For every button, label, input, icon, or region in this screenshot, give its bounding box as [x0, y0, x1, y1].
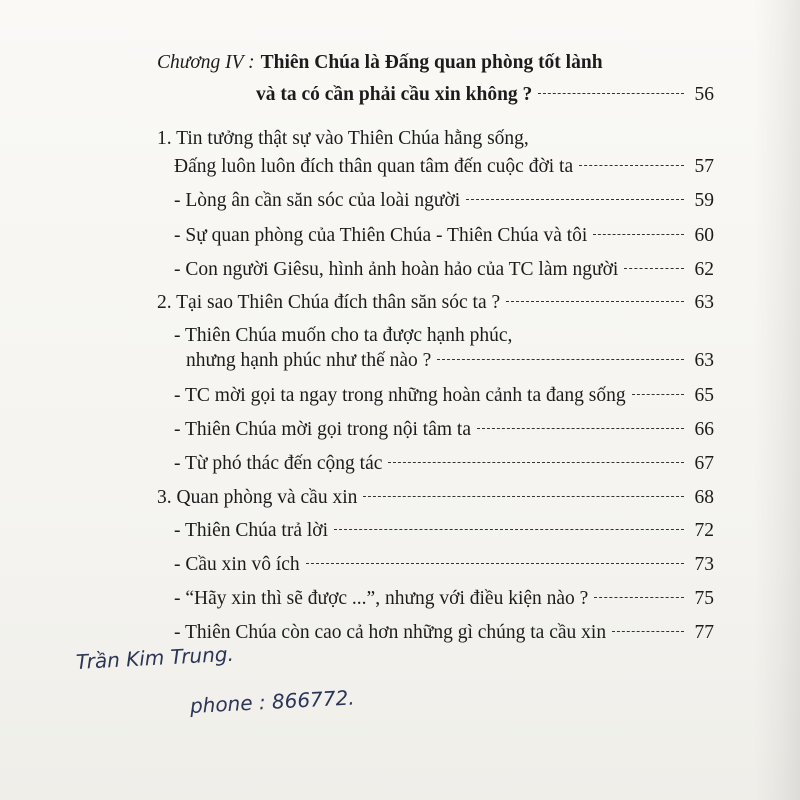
chapter-title-line1: Thiên Chúa là Đấng quan phòng tốt lành: [260, 52, 603, 73]
page-number: 56: [694, 84, 714, 105]
toc-entry-text: - TC mời gọi ta ngay trong những hoàn cảnh ta đang sống: [174, 385, 626, 406]
page-number: 67: [694, 453, 714, 474]
toc-entry-text: - Cầu xin vô ích: [174, 554, 300, 575]
chapter-label: Chương IV :: [157, 52, 255, 73]
page-number: 68: [694, 487, 714, 508]
dot-leader: [632, 394, 684, 395]
page-number: 63: [694, 292, 714, 313]
toc-entry-section-2: [157, 292, 714, 314]
dot-leader: [624, 268, 684, 269]
page-number: 77: [694, 622, 714, 643]
chapter-title-line2: và ta có cần phải cầu xin không ?: [256, 84, 533, 105]
dot-leader: [594, 597, 684, 598]
page-number: 59: [694, 190, 714, 211]
dot-leader: [538, 93, 684, 94]
page-number: 57: [694, 156, 714, 177]
toc-entry-2d: [174, 453, 714, 475]
page-number: 60: [694, 225, 714, 246]
toc-entry-3b: [174, 554, 714, 576]
toc-entry-text: nhưng hạnh phúc như thế nào ?: [186, 350, 432, 371]
toc-entry-text: - Thiên Chúa trả lời: [174, 520, 329, 541]
toc-entry-3c: [174, 588, 714, 610]
toc-entry-2c: [174, 419, 714, 441]
toc-entry-section-1: [174, 156, 714, 178]
toc-entry-text: - Lòng ân cần săn sóc của loài người: [174, 190, 461, 211]
toc-entry-1a: [174, 190, 714, 212]
page-number: 75: [694, 588, 714, 609]
dot-leader: [612, 631, 684, 632]
page-number: 72: [694, 520, 714, 541]
chapter-heading-line1: [157, 52, 603, 74]
toc-entry-section-3: [157, 487, 714, 509]
dot-leader: [477, 428, 684, 429]
section-1-line2: Đấng luôn luôn đích thân quan tâm đến cuộc đời ta: [174, 156, 574, 177]
toc-entry-3a: [174, 520, 714, 542]
page-number: 65: [694, 385, 714, 406]
toc-entry-text: - Từ phó thác đến cộng tác: [174, 453, 383, 474]
page-number: 62: [694, 259, 714, 280]
toc-entry-2b: [174, 385, 714, 407]
handwritten-phone: phone : 866772.: [189, 685, 356, 718]
page-number: 73: [694, 554, 714, 575]
page-number: 66: [694, 419, 714, 440]
toc-entry-text: - Thiên Chúa còn cao cả hơn những gì chúng ta cầu xin: [174, 622, 607, 643]
toc-entry-2a-line1: - Thiên Chúa muốn cho ta được hạnh phúc,: [174, 325, 513, 346]
dot-leader: [363, 496, 684, 497]
section-3-title: 3. Quan phòng và cầu xin: [157, 487, 358, 508]
handwritten-name: Trần Kim Trung.: [75, 641, 235, 674]
page-number: 63: [694, 350, 714, 371]
toc-entry-1b: [174, 225, 714, 247]
toc-entry-text: - “Hãy xin thì sẽ được ...”, nhưng với điều kiện nào ?: [174, 588, 589, 609]
toc-entry-1c: [174, 259, 714, 281]
dot-leader: [388, 462, 684, 463]
dot-leader: [306, 563, 684, 564]
dot-leader: [593, 234, 684, 235]
dot-leader: [579, 165, 684, 166]
section-1-line1: 1. Tin tưởng thật sự vào Thiên Chúa hằng sống,: [157, 128, 529, 149]
toc-entry-chapter: [256, 84, 714, 106]
dot-leader: [506, 301, 684, 302]
dot-leader: [437, 359, 684, 360]
section-2-title: 2. Tại sao Thiên Chúa đích thân săn sóc ta ?: [157, 292, 501, 313]
dot-leader: [334, 529, 684, 530]
page-gutter-shadow: [754, 0, 800, 800]
toc-entry-2a: [186, 350, 714, 372]
toc-entry-text: - Sự quan phòng của Thiên Chúa - Thiên Chúa và tôi: [174, 225, 588, 246]
toc-entry-3d: [174, 622, 714, 644]
dot-leader: [466, 199, 684, 200]
toc-entry-text: - Con người Giêsu, hình ảnh hoàn hảo của TC làm người: [174, 259, 619, 280]
toc-entry-text: - Thiên Chúa mời gọi trong nội tâm ta: [174, 419, 471, 440]
